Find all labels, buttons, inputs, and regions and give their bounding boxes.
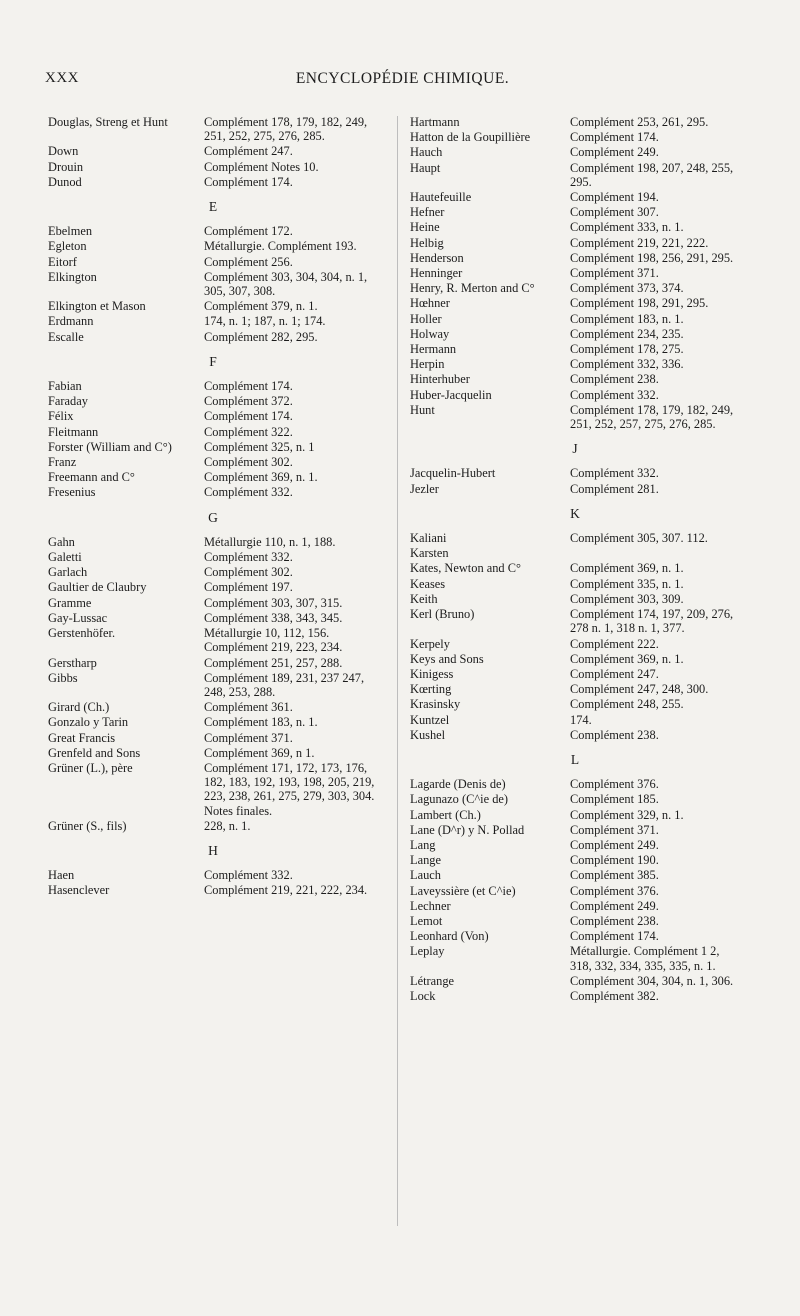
section-letter: J (572, 441, 578, 457)
index-entry (410, 838, 740, 852)
entry-name: Lechner (410, 898, 451, 913)
entry-name: Lane (D^r) y N. Pollad (410, 822, 525, 837)
index-entry (410, 281, 740, 295)
index-column-left (48, 115, 378, 899)
entry-name: Hasenclever (48, 883, 110, 898)
entry-reference: Métallurgie 110, n. 1, 188. (204, 534, 336, 549)
entry-reference: Complément 198, 207, 248, 255, 295. (570, 160, 734, 189)
entry-reference: Complément 322. (204, 424, 293, 439)
index-entry (410, 342, 740, 356)
index-entry (48, 535, 378, 549)
entry-reference: Complément 222. (570, 636, 659, 651)
entry-reference: Complément 303, 309. (570, 591, 684, 606)
entry-reference: Complément 307. (570, 205, 659, 220)
entry-reference: Complément 174, 197, 209, 276, 278 n. 1, 318 n. 1, 377. (570, 607, 734, 636)
index-entry (410, 914, 740, 928)
entry-reference: Complément 251, 257, 288. (204, 655, 343, 670)
index-entry (48, 330, 378, 344)
entry-name: Jezler (410, 481, 439, 496)
entry-reference: Complément 382. (570, 988, 659, 1003)
index-entry (48, 144, 378, 158)
index-entry (410, 637, 740, 651)
entry-reference: Complément 253, 261, 295. (570, 115, 709, 129)
entry-name: Hatton de la Goupillière (410, 130, 531, 145)
section-letter: E (208, 199, 218, 215)
entry-reference: Complément 234, 235. (570, 326, 684, 341)
index-entry (48, 596, 378, 610)
entry-reference: Complément 174. (204, 379, 293, 394)
index-entry (48, 746, 378, 760)
entry-name: Leonhard (Von) (410, 929, 489, 944)
entry-reference: Complément 183, n. 1. (204, 715, 318, 730)
entry-name: Kuntzel (410, 712, 450, 727)
page-header (45, 70, 760, 94)
index-entry (410, 205, 740, 219)
entry-reference: Complément 302. (204, 455, 293, 470)
index-entry (48, 761, 378, 818)
index-entry (410, 974, 740, 988)
entry-name: Haupt (410, 160, 441, 175)
entry-reference: Complément 178, 179, 182, 249, 251, 252, 275, 276, 285. (204, 115, 368, 144)
entry-name: Henninger (410, 266, 463, 281)
index-entry (48, 626, 378, 654)
entry-name: Kates, Newton and C° (410, 561, 521, 576)
entry-reference: Complément 174. (204, 409, 293, 424)
entry-name: Laveyssière (et C^ie) (410, 883, 516, 898)
entry-name: Gibbs (48, 670, 78, 685)
entry-name: Kushel (410, 727, 446, 742)
entry-reference: Complément 305, 307. 112. (570, 531, 708, 546)
index-entry (48, 455, 378, 469)
entry-name: Karsten (410, 546, 449, 561)
entry-reference: Complément 325, n. 1 (204, 439, 315, 454)
entry-reference: Complément 249. (570, 145, 659, 160)
index-entry (410, 546, 740, 560)
entry-reference: Complément 373, 374. (570, 281, 684, 296)
index-entry (48, 611, 378, 625)
entry-reference: Complément 256. (204, 254, 293, 269)
entry-name: Kerpely (410, 636, 450, 651)
index-entry (48, 270, 378, 298)
entry-reference: Complément 197. (204, 580, 293, 595)
index-entry (48, 470, 378, 484)
entry-name: Garlach (48, 565, 88, 580)
entry-name: Jacquelin-Hubert (410, 466, 496, 481)
entry-reference: Complément 332, 336. (570, 357, 684, 372)
page-number: XXX (45, 70, 79, 86)
entry-name: Kaliani (410, 531, 447, 546)
entry-reference: Complément 302. (204, 565, 293, 580)
index-entry (410, 145, 740, 159)
index-entry (48, 671, 378, 699)
entry-name: Grüner (L.), père (48, 760, 133, 775)
entry-name: Freemann and C° (48, 470, 135, 485)
entry-reference: Complément 332. (204, 485, 293, 500)
index-entry (410, 130, 740, 144)
entry-reference: Complément 332. (204, 868, 293, 883)
index-entry (410, 482, 740, 496)
index-entry (410, 296, 740, 310)
entry-name: Lagunazo (C^ie de) (410, 792, 509, 807)
entry-reference: Complément 371. (570, 266, 659, 281)
entry-reference: Complément 194. (570, 190, 659, 205)
entry-reference: Complément 371. (204, 730, 293, 745)
entry-reference: Métallurgie 10, 112, 156. Complément 219, 223, 234. (204, 626, 343, 655)
index-entry (410, 190, 740, 204)
entry-reference: Complément 219, 221, 222, 234. (204, 883, 368, 898)
index-entry (48, 314, 378, 328)
entry-name: Franz (48, 455, 77, 470)
entry-reference: Métallurgie. Complément 193. (204, 239, 357, 254)
column-divider (397, 116, 398, 1226)
entry-name: Henry, R. Merton and C° (410, 281, 535, 296)
entry-name: Holway (410, 326, 450, 341)
entry-reference: Complément 379, n. 1. (204, 299, 318, 314)
entry-name: Escalle (48, 329, 84, 344)
entry-reference: Complément 247. (570, 666, 659, 681)
entry-name: Hunt (410, 402, 435, 417)
index-entry (410, 697, 740, 711)
entry-reference: Complément 332. (204, 550, 293, 565)
index-entry (410, 682, 740, 696)
entry-reference: Complément 172. (204, 224, 293, 239)
entry-name: Elkington (48, 269, 97, 284)
entry-name: Hinterhuber (410, 372, 470, 387)
entry-reference: Métallurgie. Complément 1 2, 318, 332, 334, 335, 335, n. 1. (570, 944, 720, 973)
index-entry (410, 713, 740, 727)
entry-name: Fabian (48, 379, 82, 394)
entry-name: Kerl (Bruno) (410, 607, 475, 622)
index-entry (48, 115, 378, 143)
index-entry (48, 883, 378, 897)
section-letter: F (209, 353, 217, 369)
index-entry (410, 251, 740, 265)
index-entry (410, 899, 740, 913)
entry-reference: Complément 183, n. 1. (570, 311, 684, 326)
index-entry (410, 989, 740, 1003)
entry-reference: Complément 198, 256, 291, 295. (570, 250, 734, 265)
entry-reference: Complément 369, n 1. (204, 745, 315, 760)
index-entry (410, 868, 740, 882)
entry-name: Girard (Ch.) (48, 700, 110, 715)
index-entry (48, 409, 378, 423)
entry-reference: Complément 247. (204, 144, 293, 159)
entry-reference: Complément Notes 10. (204, 159, 319, 174)
index-entry (48, 299, 378, 313)
index-entry (48, 868, 378, 882)
entry-name: Hautefeuille (410, 190, 472, 205)
index-entry (410, 220, 740, 234)
entry-reference: Complément 329, n. 1. (570, 807, 684, 822)
entry-name: Herpin (410, 357, 445, 372)
entry-reference: Complément 376. (570, 777, 659, 792)
entry-name: Heine (410, 220, 440, 235)
index-entry (410, 592, 740, 606)
index-entry (410, 728, 740, 742)
entry-name: Grüner (S., fils) (48, 818, 127, 833)
entry-reference: 174. (570, 712, 592, 727)
section-letter: H (208, 842, 218, 858)
index-entry (410, 312, 740, 326)
entry-reference: Complément 303, 307, 315. (204, 595, 343, 610)
entry-reference: Complément 174. (570, 130, 659, 145)
page-title: ENCYCLOPÉDIE CHIMIQUE. (295, 70, 510, 87)
entry-reference: 228, n. 1. (204, 818, 251, 833)
entry-name: Great Francis (48, 730, 116, 745)
entry-reference: Complément 332. (570, 387, 659, 402)
entry-reference: Complément 371. (570, 822, 659, 837)
entry-reference: Complément 369, n. 1. (570, 651, 684, 666)
entry-name: Helbig (410, 235, 444, 250)
index-entry (410, 823, 740, 837)
entry-name: Dunod (48, 174, 82, 189)
entry-reference: Complément 249. (570, 837, 659, 852)
index-entry (410, 466, 740, 480)
index-entry (410, 792, 740, 806)
entry-reference: 174, n. 1; 187, n. 1; 174. (204, 314, 326, 329)
index-entry (410, 853, 740, 867)
index-entry (410, 808, 740, 822)
entry-name: Gerstenhöfer. (48, 626, 116, 641)
entry-reference: Complément 303, 304, 304, n. 1, 305, 307, 308. (204, 269, 368, 299)
entry-reference: Complément 178, 275. (570, 342, 684, 357)
index-entry (410, 652, 740, 666)
entry-name: Galetti (48, 550, 82, 565)
index-entry (410, 531, 740, 545)
index-entry (410, 944, 740, 972)
index-entry (410, 577, 740, 591)
entry-name: Fresenius (48, 485, 96, 500)
entry-name: Keith (410, 591, 438, 606)
index-entry (48, 731, 378, 745)
entry-reference: Complément 376. (570, 883, 659, 898)
index-entry (48, 239, 378, 253)
entry-name: Hartmann (410, 115, 460, 129)
entry-name: Gramme (48, 595, 92, 610)
index-entry (48, 394, 378, 408)
index-entry (48, 700, 378, 714)
index-entry (410, 388, 740, 402)
entry-name: Fleitmann (48, 424, 99, 439)
entry-name: Gay-Lussac (48, 610, 108, 625)
index-entry (410, 929, 740, 943)
entry-name: Down (48, 144, 79, 159)
entry-name: Lauch (410, 868, 441, 883)
entry-reference: Complément 369, n. 1. (204, 470, 318, 485)
section-letter: G (208, 509, 218, 525)
entry-name: Keys and Sons (410, 651, 484, 666)
entry-name: Hœhner (410, 296, 450, 311)
entry-name: Henderson (410, 250, 464, 265)
entry-name: Lambert (Ch.) (410, 807, 481, 822)
entry-name: Ebelmen (48, 224, 93, 239)
entry-name: Krasinsky (410, 697, 461, 712)
entry-reference: Complément 361. (204, 700, 293, 715)
index-entry (410, 357, 740, 371)
index-entry (410, 777, 740, 791)
index-entry (410, 327, 740, 341)
index-entry (48, 819, 378, 833)
entry-name: Forster (William and C°) (48, 439, 172, 454)
entry-name: Elkington et Mason (48, 299, 146, 314)
entry-name: Gahn (48, 534, 75, 549)
entry-name: Douglas, Streng et Hunt (48, 115, 168, 129)
entry-name: Drouin (48, 159, 84, 174)
entry-name: Hefner (410, 205, 445, 220)
entry-reference: Complément 178, 179, 182, 249, 251, 252, 257, 275, 276, 285. (570, 402, 734, 432)
entry-reference: Complément 171, 172, 173, 176, 182, 183, 192, 193, 198, 205, 219, 223, 238, 261, 275, 279, 303, 304. Notes finales. (204, 760, 375, 818)
entry-name: Lemot (410, 913, 443, 928)
entry-reference: Complément 190. (570, 853, 659, 868)
entry-reference: Complément 304, 304, n. 1, 306. (570, 973, 734, 988)
index-entry (48, 175, 378, 189)
entry-reference: Complément 248, 255. (570, 697, 684, 712)
entry-reference: Complément 338, 343, 345. (204, 610, 343, 625)
index-entry (410, 607, 740, 635)
entry-name: Lang (410, 837, 436, 852)
entry-reference: Complément 174. (204, 174, 293, 189)
index-entry (410, 161, 740, 189)
entry-name: Huber-Jacquelin (410, 387, 492, 402)
index-entry (48, 715, 378, 729)
entry-reference: Complément 219, 221, 222. (570, 235, 709, 250)
entry-name: Gerstharp (48, 655, 97, 670)
entry-reference: Complément 238. (570, 727, 659, 742)
index-entry (48, 550, 378, 564)
entry-reference: Complément 281. (570, 481, 659, 496)
index-entry (410, 561, 740, 575)
entry-name: Lange (410, 853, 441, 868)
section-letter: L (570, 751, 580, 767)
entry-name: Haen (48, 868, 75, 883)
index-entry (48, 656, 378, 670)
index-entry (48, 440, 378, 454)
index-entry (48, 565, 378, 579)
entry-reference: Complément 282, 295. (204, 329, 318, 344)
entry-name: Kœrting (410, 682, 452, 697)
entry-reference: Complément 335, n. 1. (570, 576, 684, 591)
entry-name: Hauch (410, 145, 443, 160)
index-entry (48, 425, 378, 439)
index-entry (48, 255, 378, 269)
entry-name: Egleton (48, 239, 87, 254)
entry-name: Hermann (410, 342, 457, 357)
entry-name: Faraday (48, 394, 88, 409)
entry-name: Félix (48, 409, 74, 424)
entry-reference: Complément 198, 291, 295. (570, 296, 709, 311)
index-entry (410, 884, 740, 898)
index-column-right (410, 115, 740, 1004)
index-entry (410, 403, 740, 431)
index-entry (410, 236, 740, 250)
index-entry (410, 115, 740, 129)
entry-reference: Complément 249. (570, 898, 659, 913)
index-entry (410, 372, 740, 386)
entry-reference: Complément 189, 231, 237 247, 248, 253, 288. (204, 670, 365, 699)
entry-reference: Complément 238. (570, 913, 659, 928)
entry-name: Keases (410, 576, 446, 591)
index-entry (48, 580, 378, 594)
entry-reference: Complément 385. (570, 868, 659, 883)
entry-name: Lock (410, 988, 436, 1003)
section-letter: K (570, 505, 580, 521)
entry-name: Gonzalo y Tarin (48, 715, 129, 730)
entry-reference: Complément 174. (570, 929, 659, 944)
entry-name: Leplay (410, 944, 445, 959)
entry-name: Erdmann (48, 314, 94, 329)
entry-reference: Complément 332. (570, 466, 659, 481)
entry-reference: Complément 247, 248, 300. (570, 682, 709, 697)
index-entry (48, 485, 378, 499)
entry-name: Lagarde (Denis de) (410, 777, 506, 792)
entry-reference: Complément 185. (570, 792, 659, 807)
index-entry (48, 160, 378, 174)
index-entry (48, 379, 378, 393)
entry-reference: Complément 238. (570, 372, 659, 387)
entry-name: Grenfeld and Sons (48, 745, 141, 760)
entry-name: Eitorf (48, 254, 77, 269)
index-entry (410, 667, 740, 681)
entry-reference: Complément 369, n. 1. (570, 561, 684, 576)
entry-reference: Complément 372. (204, 394, 293, 409)
entry-reference (570, 546, 740, 560)
entry-name: Gaultier de Claubry (48, 580, 147, 595)
index-entry (410, 266, 740, 280)
index-entry (48, 224, 378, 238)
entry-name: Létrange (410, 973, 455, 988)
entry-name: Kinigess (410, 666, 454, 681)
entry-name: Holler (410, 311, 442, 326)
entry-reference: Complément 333, n. 1. (570, 220, 684, 235)
